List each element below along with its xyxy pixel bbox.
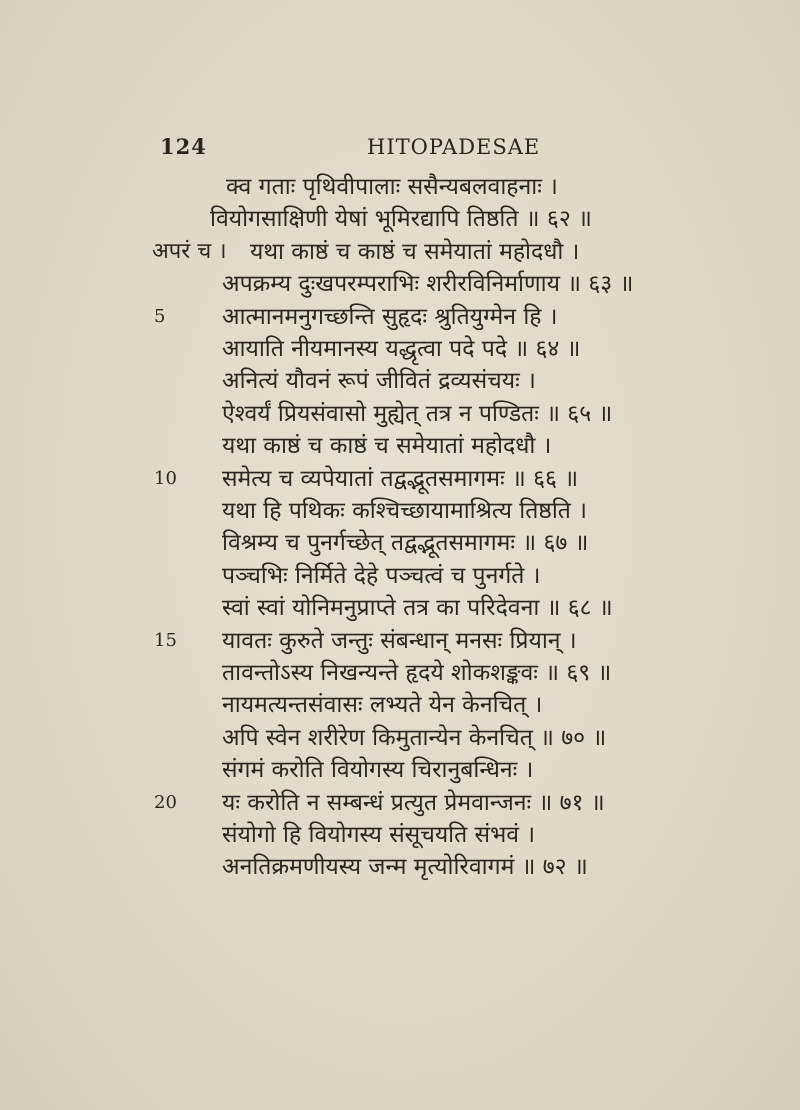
text-line (0, 559, 800, 593)
line-number: 20 (154, 791, 177, 813)
page-number: 124 (160, 134, 207, 159)
verse-line-text: यथा काष्ठं च काष्ठं च समेयातां महोदधौ । (250, 238, 580, 265)
text-line (0, 170, 800, 204)
verse-line-text: यः करोति न सम्बन्धं प्रत्युत प्रेमवान्जनः ॥ ७१ ॥ (222, 789, 605, 816)
verse-line-text: नायमत्यन्तसंवासः लभ्यते येन केनचित् । (222, 692, 543, 719)
line-number: 5 (154, 305, 166, 327)
text-line (0, 591, 800, 625)
verse-line-text: पञ्चभिः निर्मिते देहे पञ्चत्वं च पुनर्गते । (222, 562, 541, 589)
verse-line-text: आत्मानमनुगच्छन्ति सुहृदः श्रुतियुग्मेन हि । (222, 303, 558, 330)
verse-line-text: यथा हि पथिकः कश्चिच्छायामाश्रित्य तिष्ठति । (222, 498, 587, 524)
margin-note: अपरं च । (152, 238, 227, 264)
verse-line-text: अनतिक्रमणीयस्य जन्म मृत्योरिवागमं ॥ ७२ ॥ (222, 854, 588, 881)
verse-line-text: समेत्य च व्यपेयातां तद्वद्भूतसमागमः ॥ ६६ ॥ (222, 465, 579, 492)
text-line (0, 818, 800, 852)
text-line (0, 364, 800, 398)
text-line (0, 721, 800, 755)
text-line (0, 526, 800, 560)
text-line (0, 850, 800, 884)
line-number: 10 (154, 467, 177, 489)
verse-line-text: यावतः कुरुते जन्तुः संबन्धान् मनसः प्रियान् । (222, 627, 577, 654)
text-line (0, 202, 800, 236)
line-number: 15 (154, 629, 177, 651)
running-head: HITOPADESAE (367, 135, 541, 159)
verse-line-text: अनित्यं यौवनं रूपं जीवितं द्रव्यसंचयः । (222, 368, 536, 395)
verse-line-text: विश्रम्य च पुनर्गच्छेत् तद्वद्भूतसमागमः ॥ ६७ ॥ (222, 530, 589, 557)
verse-line-text: वियोगसाक्षिणी येषां भूमिरद्यापि तिष्ठति ॥ ६२ ॥ (210, 206, 592, 233)
verse-line-text: संगमं करोति वियोगस्य चिरानुबन्धिनः । (222, 757, 534, 784)
text-line (0, 494, 800, 528)
text-line (0, 397, 800, 431)
verse-line-text: अपक्रम्य दुःखपरम्पराभिः शरीरविनिर्माणाय ॥ ६३ ॥ (222, 271, 634, 298)
verse-line-text: अपि स्वेन शरीरेण किमुतान्येन केनचित् ॥ ७० ॥ (222, 724, 607, 751)
text-line (0, 332, 800, 366)
text-line (0, 235, 800, 269)
verse-line-text: संयोगो हि वियोगस्य संसूचयति संभवं । (222, 822, 536, 848)
text-line (0, 656, 800, 690)
text-line (0, 300, 800, 334)
verse-line-text: स्वां स्वां योनिमनुप्राप्ते तत्र का परिदेवना ॥ ६८ ॥ (222, 595, 613, 622)
text-line (0, 462, 800, 496)
verse-line-text: यथा काष्ठं च काष्ठं च समेयातां महोदधौ । (222, 433, 552, 460)
text-line (0, 688, 800, 722)
text-line (0, 267, 800, 301)
verse-line-text: क्व गताः पृथिवीपालाः ससैन्यबलवाहनाः । (226, 174, 558, 200)
verse-line-text: ऐश्वर्यं प्रियसंवासो मुह्येत् तत्र न पण्डितः ॥ ६५ ॥ (222, 400, 613, 427)
text-line (0, 429, 800, 463)
text-line (0, 624, 800, 658)
verse-line-text: आयाति नीयमानस्य यद्धृत्वा पदे पदे ॥ ६४ ॥ (222, 336, 581, 362)
text-line (0, 786, 800, 820)
verse-line-text: तावन्तोऽस्य निखन्यन्ते हृदये शोकशङ्कवः ॥ ६९ ॥ (222, 660, 612, 686)
text-line (0, 753, 800, 787)
